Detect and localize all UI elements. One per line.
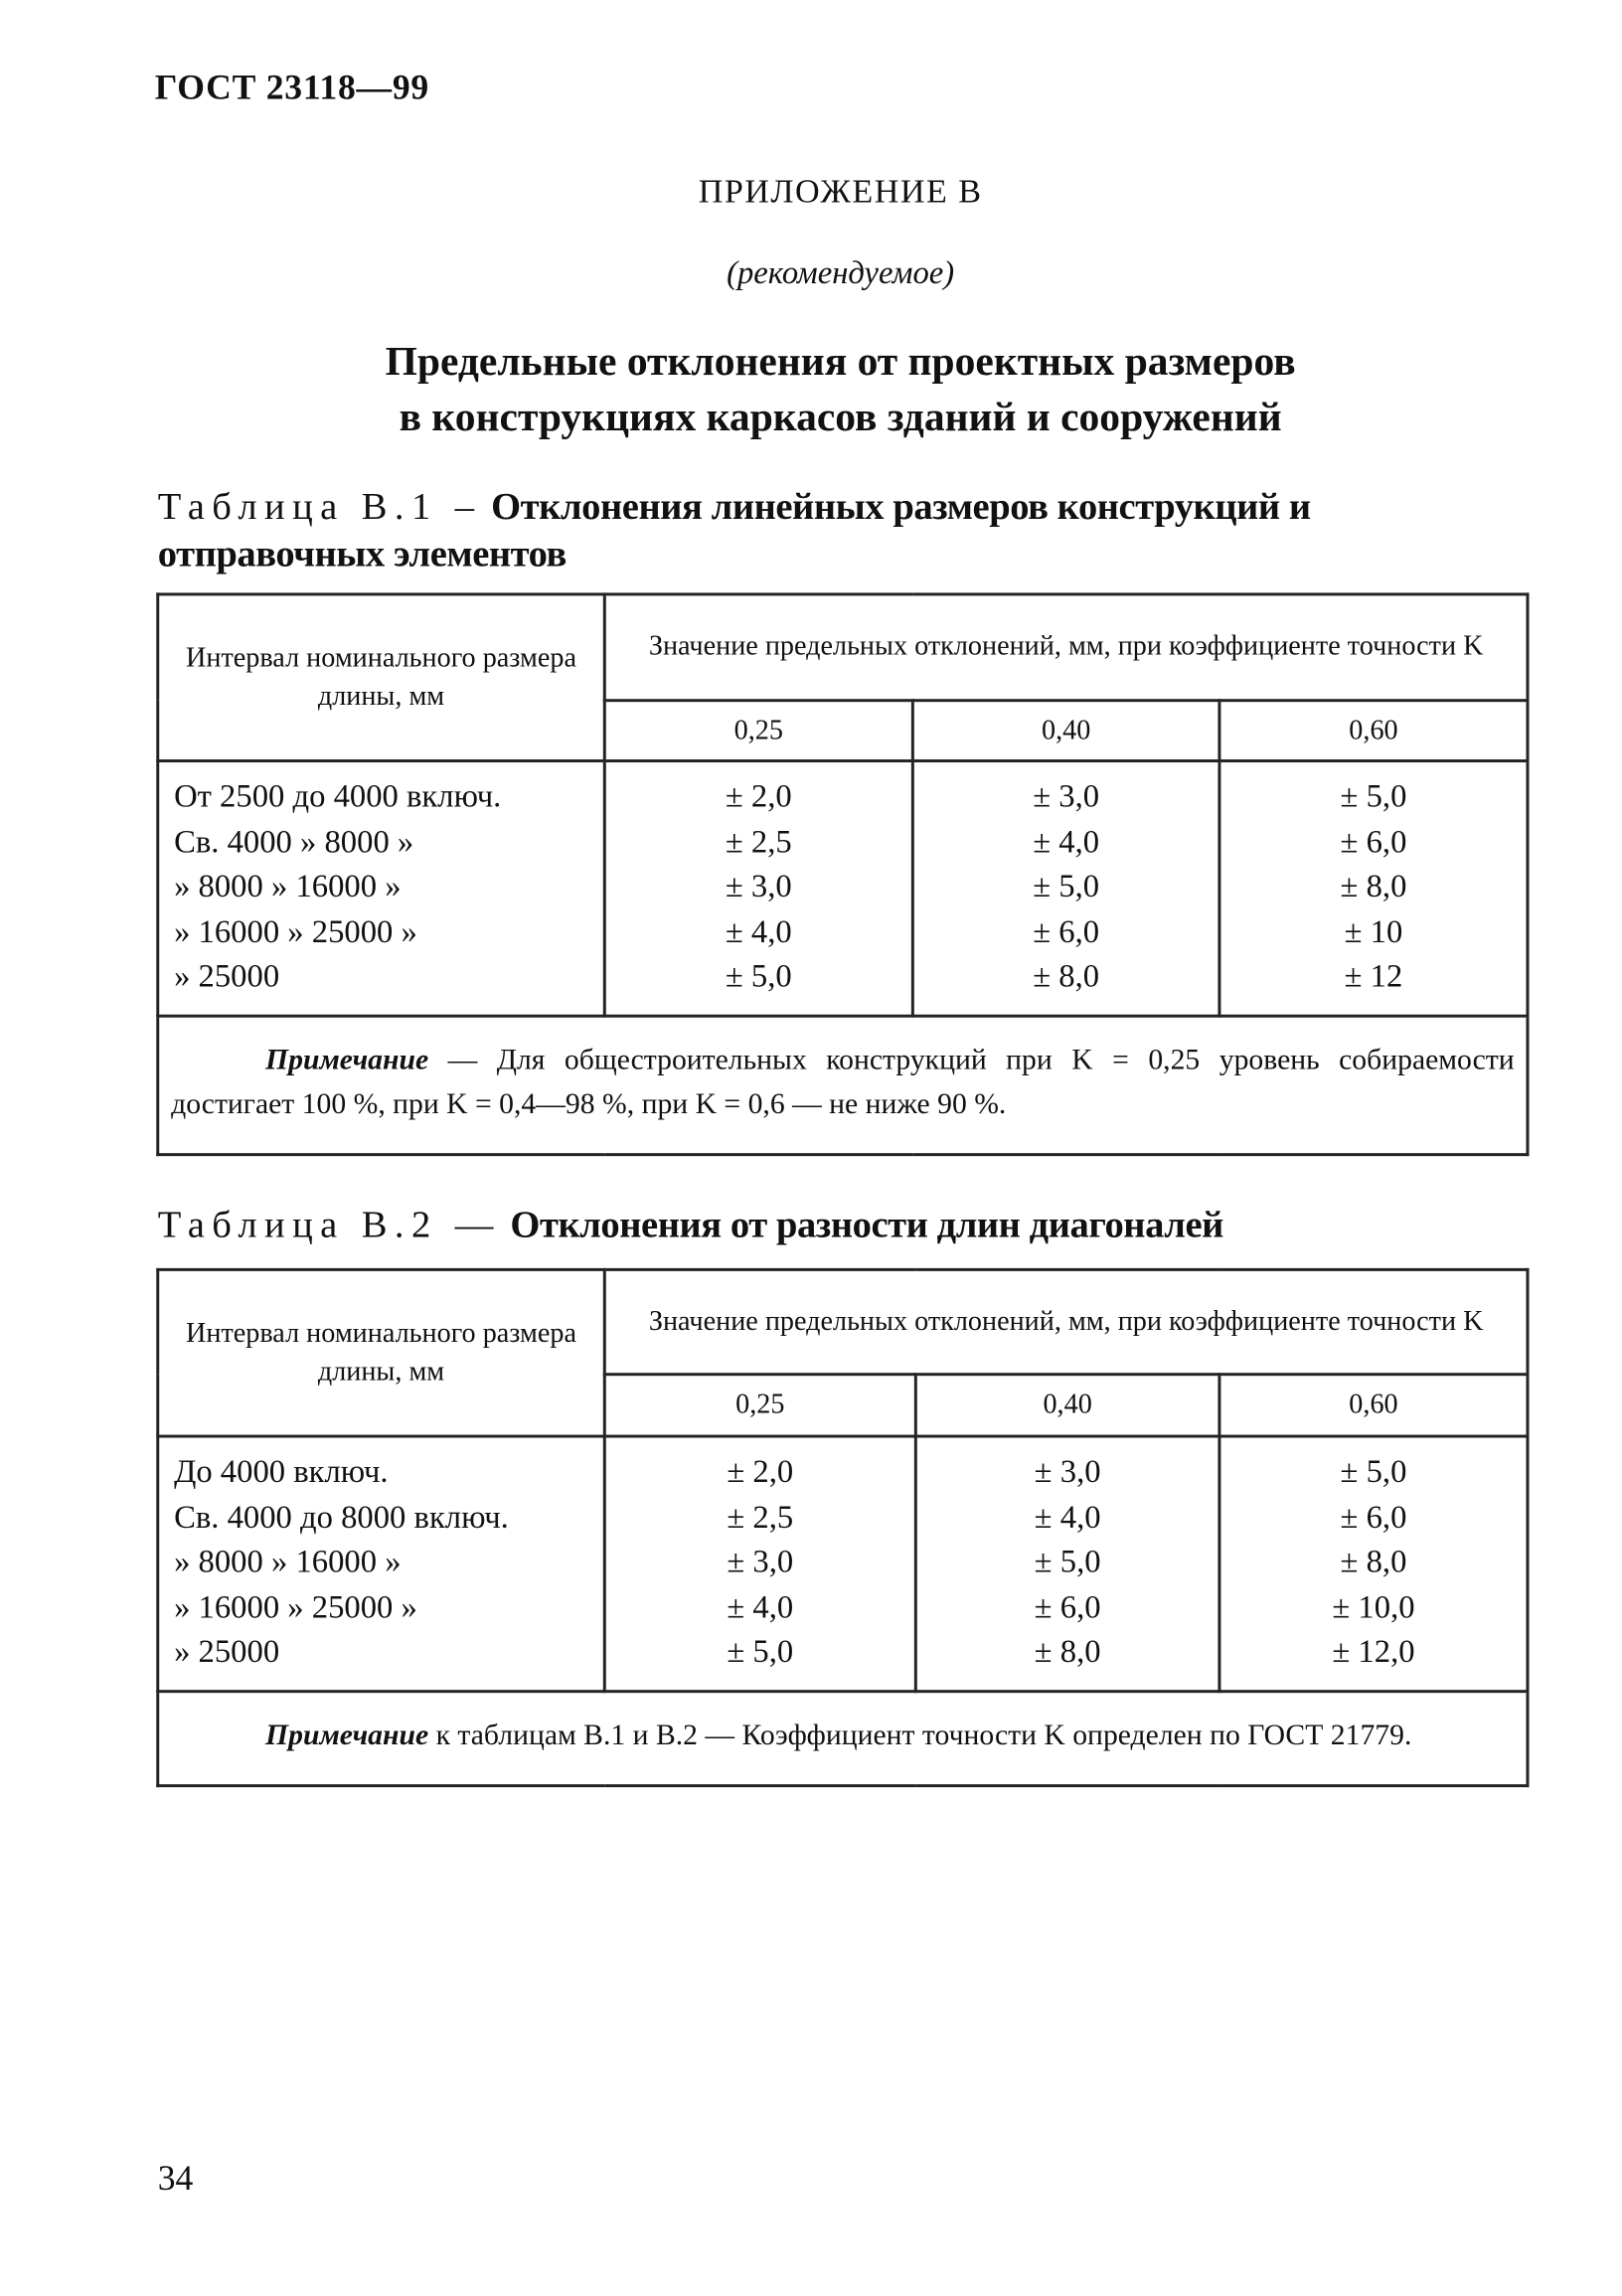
table2-caption-title: Отклонения от разности длин диагоналей (510, 1203, 1223, 1246)
table1-value: ± 6,0 (1340, 822, 1407, 860)
table2-interval: » 25000 (174, 1632, 280, 1670)
table2-k-040: 0,40 (915, 1375, 1219, 1436)
table1-value: ± 8,0 (1033, 956, 1100, 994)
table2-interval: » 8000 » 16000 » (174, 1542, 402, 1579)
table1-col-040 (912, 761, 1219, 1016)
table1-value: ± 2,5 (725, 822, 792, 860)
table1-note-label: Примечание (265, 1043, 429, 1076)
document-code: ГОСТ 23118—99 (154, 69, 429, 108)
table1-k-060: 0,60 (1219, 701, 1528, 761)
table1-col-060 (1219, 761, 1528, 1016)
table2-note-text: к таблицам В.1 и В.2 — Коэффициент точности K определен по ГОСТ 21779. (428, 1719, 1412, 1751)
table1-value: ± 5,0 (1033, 867, 1100, 904)
table2-value: ± 4,0 (1034, 1497, 1101, 1535)
table1-value: ± 5,0 (1340, 776, 1407, 814)
table2-interval: » 16000 » 25000 » (174, 1587, 417, 1625)
table2-value: ± 8,0 (1034, 1632, 1101, 1670)
table1-note-text: — Для общестроительных конструкций при K = 0,25 уровень собираемости достигает 100 %, при K = 0,4—98 %, при K = 0,6 — не ниже 90 %. (171, 1043, 1515, 1120)
table1-interval: От 2500 до 4000 включ. (174, 776, 502, 814)
table1-value: ± 10 (1344, 911, 1403, 949)
table1-k-040: 0,40 (912, 701, 1219, 761)
table2-value: ± 3,0 (1034, 1452, 1101, 1490)
main-title-line-1: Предельные отклонения от проектных размеров (385, 339, 1296, 386)
table1-value: ± 3,0 (725, 867, 792, 904)
table2-value: ± 8,0 (1340, 1542, 1407, 1579)
table1-value: ± 4,0 (725, 911, 792, 949)
table1 (156, 592, 1529, 1155)
table2-value: ± 5,0 (1340, 1452, 1407, 1490)
table2-intervals-cell (158, 1436, 605, 1691)
table1-col-025 (604, 761, 912, 1016)
table1-header-values: Значение предельных отклонений, мм, при коэффициенте точности K (604, 594, 1528, 701)
table2-value: ± 6,0 (1340, 1497, 1407, 1535)
table2-value: ± 5,0 (1034, 1542, 1101, 1579)
main-title-line-2: в конструкциях каркасов зданий и сооружений (399, 395, 1282, 441)
table1-value: ± 12 (1344, 956, 1403, 994)
table2-value: ± 2,0 (727, 1452, 794, 1490)
table1-caption (158, 484, 1530, 578)
table1-intervals-cell (158, 761, 605, 1016)
appendix-title: ПРИЛОЖЕНИЕ В (698, 172, 983, 210)
main-title (0, 335, 1622, 447)
table2-k-025: 0,25 (604, 1375, 915, 1436)
table1-value: ± 8,0 (1340, 867, 1407, 904)
table1-interval: » 25000 (174, 956, 280, 994)
table2-note-label: Примечание (265, 1719, 429, 1751)
table2-header-interval: Интервал номинального размера длины, мм (158, 1269, 605, 1436)
table1-caption-title: Отклонения линейных размеров конструкций и отправочных элементов (157, 485, 1311, 575)
table2-value: ± 5,0 (727, 1632, 794, 1670)
table1-value: ± 6,0 (1033, 911, 1100, 949)
table1-value: ± 5,0 (725, 956, 792, 994)
table2-col-060 (1219, 1436, 1528, 1691)
table2-interval: До 4000 включ. (174, 1452, 389, 1490)
table1-header-interval: Интервал номинального размера длины, мм (158, 594, 605, 761)
table1-value: ± 4,0 (1033, 822, 1100, 860)
table2-header-values: Значение предельных отклонений, мм, при коэффициенте точности K (604, 1269, 1528, 1374)
table2-value: ± 10,0 (1332, 1587, 1415, 1625)
table2-value: ± 6,0 (1034, 1587, 1101, 1625)
page-number: 34 (157, 2160, 194, 2200)
table2-caption (158, 1202, 1530, 1248)
table2-interval: Св. 4000 до 8000 включ. (174, 1497, 509, 1535)
table2-k-060: 0,60 (1219, 1375, 1528, 1436)
table1-value: ± 3,0 (1033, 776, 1100, 814)
table1-interval: Св. 4000 » 8000 » (174, 822, 414, 860)
table2-value: ± 12,0 (1332, 1632, 1415, 1670)
table1-interval: » 8000 » 16000 » (174, 867, 402, 904)
table2-note (158, 1691, 1528, 1785)
table2-value: ± 3,0 (727, 1542, 794, 1579)
table1-interval: » 16000 » 25000 » (174, 911, 417, 949)
table1-value: ± 2,0 (725, 776, 792, 814)
appendix-status: (рекомендуемое) (727, 253, 955, 291)
table1-k-025: 0,25 (604, 701, 912, 761)
table2-col-040 (915, 1436, 1219, 1691)
table1-caption-prefix: Таблица В.1 – (157, 485, 482, 529)
table2-value: ± 4,0 (727, 1587, 794, 1625)
table2-caption-prefix: Таблица В.2 — (157, 1203, 501, 1246)
table2 (156, 1268, 1529, 1786)
table2-col-025 (604, 1436, 915, 1691)
table1-note (158, 1015, 1528, 1153)
table2-value: ± 2,5 (727, 1497, 794, 1535)
